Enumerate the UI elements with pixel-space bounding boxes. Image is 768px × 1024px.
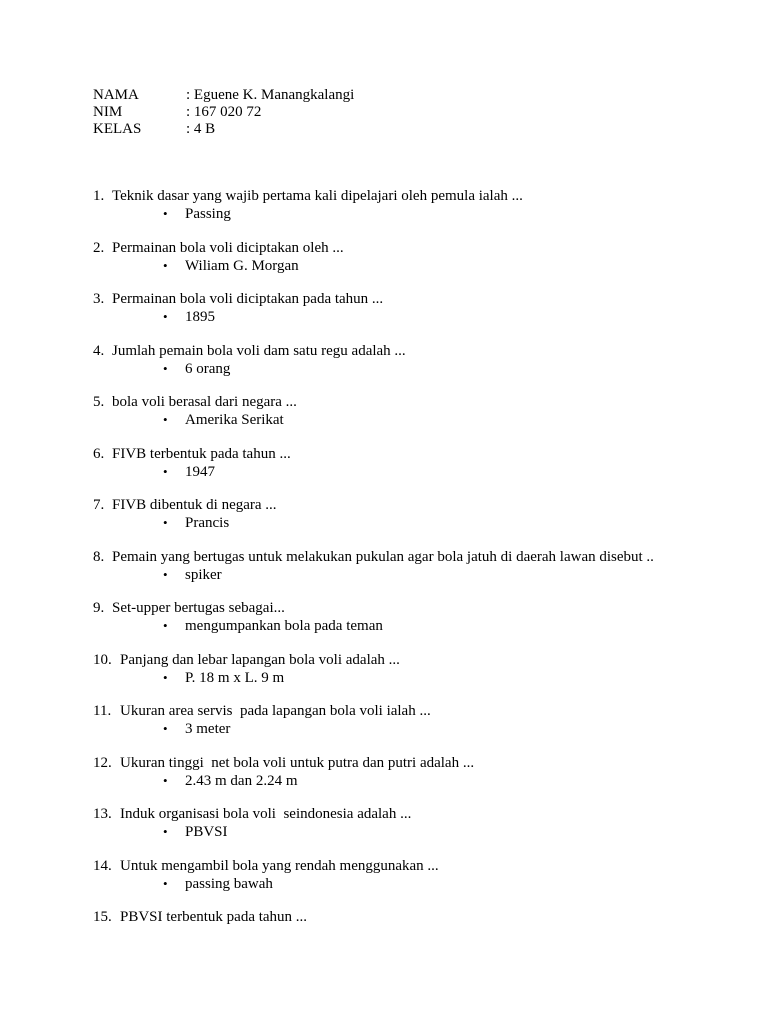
question-text: Permainan bola voli diciptakan pada tahun ... <box>112 291 384 307</box>
question-line <box>93 908 753 926</box>
question-list <box>93 187 753 960</box>
answer-text: 1947 <box>185 463 215 480</box>
question-line <box>93 393 753 411</box>
answer-line <box>93 875 753 893</box>
answer-line <box>93 720 753 738</box>
answer-text: Passing <box>185 206 231 222</box>
answer-text: PBVSI <box>185 824 228 840</box>
student-info <box>93 87 354 138</box>
question-number: 11. <box>93 703 112 719</box>
nim-value: : 167 020 72 <box>186 104 262 120</box>
question-line <box>93 702 753 720</box>
answer-text: 6 orang <box>185 360 231 377</box>
question-number: 9. <box>93 600 105 616</box>
answer-line <box>93 411 753 429</box>
answer-text: 3 meter <box>185 721 231 737</box>
question-line <box>93 805 753 823</box>
question-number: 13. <box>93 806 112 822</box>
nim-label: NIM <box>93 104 123 120</box>
question-text: Panjang dan lebar lapangan bola voli adalah ... <box>120 651 400 668</box>
question-number: 2. <box>93 239 105 256</box>
question-item <box>93 702 753 754</box>
answer-text: spiker <box>185 566 222 583</box>
question-item <box>93 239 753 291</box>
answer-line <box>93 566 753 584</box>
bullet-icon: • <box>163 721 168 736</box>
answer-line <box>93 205 753 223</box>
class-row <box>93 121 354 138</box>
answer-line <box>93 514 753 532</box>
question-number: 7. <box>93 497 105 513</box>
bullet-icon: • <box>163 463 168 479</box>
question-number: 12. <box>93 754 112 771</box>
nim-row <box>93 104 354 121</box>
question-number: 6. <box>93 445 105 462</box>
answer-text: Prancis <box>185 515 230 531</box>
question-number: 10. <box>93 651 112 668</box>
question-line <box>93 290 753 308</box>
bullet-icon: • <box>163 824 168 839</box>
question-item <box>93 754 753 806</box>
question-text: Ukuran tinggi net bola voli untuk putra dan putri adalah ... <box>120 754 475 771</box>
question-item <box>93 548 753 600</box>
class-label: KELAS <box>93 121 142 137</box>
answer-text: passing bawah <box>185 875 273 892</box>
answer-text: Amerika Serikat <box>185 412 284 428</box>
question-text: FIVB dibentuk di negara ... <box>112 497 277 513</box>
bullet-icon: • <box>163 360 168 376</box>
answer-line <box>93 617 753 635</box>
question-text: Untuk mengambil bola yang rendah menggunakan ... <box>120 857 439 874</box>
bullet-icon: • <box>163 515 168 530</box>
question-number: 1. <box>93 188 105 204</box>
bullet-icon: • <box>163 618 168 633</box>
answer-text: 1895 <box>185 309 215 325</box>
question-number: 14. <box>93 857 112 874</box>
answer-line <box>93 823 753 841</box>
question-line <box>93 239 753 257</box>
bullet-icon: • <box>163 257 168 273</box>
bullet-icon: • <box>163 412 168 427</box>
question-item <box>93 908 753 960</box>
class-value: : 4 B <box>186 121 216 137</box>
answer-line <box>93 669 753 687</box>
question-item <box>93 290 753 342</box>
question-line <box>93 754 753 772</box>
question-text: FIVB terbentuk pada tahun ... <box>112 445 291 462</box>
question-number: 8. <box>93 548 105 565</box>
question-text: bola voli berasal dari negara ... <box>112 394 297 410</box>
question-text: Jumlah pemain bola voli dam satu regu adalah ... <box>112 342 406 359</box>
question-text: Teknik dasar yang wajib pertama kali dipelajari oleh pemula ialah ... <box>112 188 523 204</box>
question-text: PBVSI terbentuk pada tahun ... <box>120 909 308 925</box>
question-item <box>93 651 753 703</box>
answer-line <box>93 772 753 790</box>
question-item <box>93 496 753 548</box>
question-line <box>93 496 753 514</box>
answer-text: 2.43 m dan 2.24 m <box>185 772 298 789</box>
question-number: 15. <box>93 909 112 925</box>
question-line <box>93 548 753 566</box>
question-line <box>93 599 753 617</box>
answer-text: Wiliam G. Morgan <box>185 257 299 274</box>
bullet-icon: • <box>163 875 168 891</box>
question-number: 3. <box>93 291 105 307</box>
question-number: 5. <box>93 394 105 410</box>
bullet-icon: • <box>163 206 168 221</box>
name-label: NAMA <box>93 87 139 103</box>
name-value: : Eguene K. Manangkalangi <box>186 87 355 103</box>
question-line <box>93 857 753 875</box>
bullet-icon: • <box>163 566 168 582</box>
question-item <box>93 187 753 239</box>
question-text: Pemain yang bertugas untuk melakukan pukulan agar bola jatuh di daerah lawan disebut .. <box>112 548 654 565</box>
question-item <box>93 445 753 497</box>
question-text: Permainan bola voli diciptakan oleh ... <box>112 239 344 256</box>
question-item <box>93 599 753 651</box>
answer-text: P. 18 m x L. 9 m <box>185 669 285 686</box>
question-line <box>93 651 753 669</box>
question-number: 4. <box>93 342 105 359</box>
name-row <box>93 87 354 104</box>
question-line <box>93 187 753 205</box>
question-item <box>93 857 753 909</box>
question-line <box>93 342 753 360</box>
question-line <box>93 445 753 463</box>
question-text: Ukuran area servis pada lapangan bola voli ialah ... <box>120 703 431 719</box>
answer-line <box>93 257 753 275</box>
answer-line <box>93 308 753 326</box>
bullet-icon: • <box>163 669 168 685</box>
question-item <box>93 393 753 445</box>
answer-line <box>93 360 753 378</box>
bullet-icon: • <box>163 772 168 788</box>
question-text: Induk organisasi bola voli seindonesia adalah ... <box>120 806 412 822</box>
question-item <box>93 342 753 394</box>
question-item <box>93 805 753 857</box>
question-text: Set-upper bertugas sebagai... <box>112 600 285 616</box>
answer-line <box>93 463 753 481</box>
answer-text: mengumpankan bola pada teman <box>185 618 383 634</box>
bullet-icon: • <box>163 309 168 324</box>
